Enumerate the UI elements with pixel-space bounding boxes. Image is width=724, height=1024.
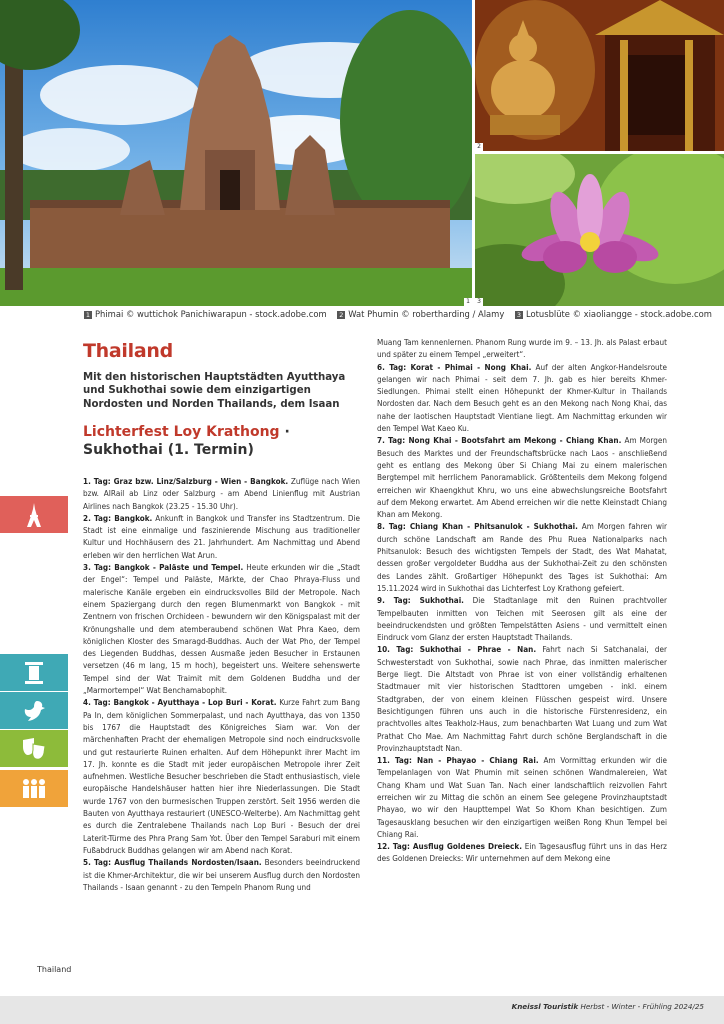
day-heading: 3. Tag: Bangkok - Paläste und Tempel. bbox=[83, 562, 244, 573]
day-heading: 11. Tag: Nan - Phayao - Chiang Rai. bbox=[377, 755, 539, 766]
day-text: Am Morgen Besuch des Marktes und der Freundschaftsbrücke nach Laos - anschließend geht es entlang des Mekong über Si Chiang Mai zu einem malerischen Bergtempel mit herrlichem Panoramablick. Größtenteils dem Mekong folgend erreichen wir Khaengkhut Khru, wo uns eine abwechslungsreiche Bootsfahrt auf dem Mekong erwartet. Am Abend erreichen wir die nette Kleinstadt Chiang Khan am Mekong. bbox=[377, 435, 667, 520]
column-icon bbox=[24, 662, 44, 684]
tour-title-highlight: Lichterfest Loy Krathong bbox=[83, 424, 280, 440]
day-heading: 12. Tag: Ausflug Goldenes Dreieck. bbox=[377, 841, 522, 852]
page-title: Thailand bbox=[83, 340, 173, 362]
buddha-statue-photo bbox=[475, 0, 724, 151]
day-text: Muang Tam kennenlernen. Phanom Rung wurde im 9. – 13. Jh. als Palast erbaut und später zu einem Tempel „erweitert“. bbox=[377, 337, 667, 360]
image-number-1: 1 bbox=[464, 298, 472, 306]
itinerary-right-column bbox=[377, 336, 667, 865]
itinerary-day bbox=[377, 754, 667, 840]
day-heading: 10. Tag: Sukhothai - Phrae - Nan. bbox=[377, 644, 537, 655]
bird-icon bbox=[23, 699, 45, 723]
phimai-temple-photo bbox=[0, 0, 472, 306]
people-icon bbox=[21, 778, 47, 800]
itinerary-day bbox=[83, 512, 360, 561]
itinerary-day bbox=[377, 361, 667, 435]
footer-text: Herbst - Winter - Frühling 2024/25 bbox=[578, 1002, 704, 1011]
caption-number: 1 bbox=[85, 310, 91, 319]
itinerary-day bbox=[83, 475, 360, 512]
caption-text: Phimai © wuttichok Panichiwarapun - stock.adobe.com bbox=[95, 309, 327, 319]
day-text: Kurze Fahrt zum Bang Pa In, dem königlichen Sommerpalast, und nach Ayutthaya, das von 1350 bis 1767 die Hauptstadt des Königreiches Siam war. Von der märchenhaften Pracht der ehemaligen Metropole sind noch eindrucksvolle und gut restaurierte Ruinen erhalten. Auf dem Höhepunkt ihrer Macht im 17. Jh. konnte es die Stadt mit jeder europäischen Metropole ihrer Zeit aufnehmen. Westliche Besucher beschrieben die Stadt enthusiastisch, viele europäische Handelshäuser hatten hier ihre Niederlassungen. Die Stadt wurde 1767 von den burmesischen Truppen zerstört. Seit 1956 werden die Bauten von Ayutthaya restauriert (UNESCO-Welterbe). Am Nachmittag geht es durch die Zentralebene Thailands nach Lop Buri - Besuch der drei Laterit-Türme des Phra Prang Sam Yot. Über den Tempel Saraburi mit einem Fußabdruck Buddhas gelangen wir am Abend nach Korat. bbox=[83, 697, 360, 855]
page-subtitle: Mit den historischen Hauptstädten Ayutthaya und Sukhothai sowie dem einzigartigen Nordosten und Norden Thailands, dem Isaan bbox=[83, 372, 346, 410]
day-text: Die Stadtanlage mit den Ruinen prachtvoller Tempelbauten inmitten von Teichen mit Seerosen gilt als eine der beeindruckendsten und größten Tempelstätten Asiens - und vermittelt einen Eindruck vom Glanz der ersten Hauptstadt Thailands. bbox=[377, 595, 667, 643]
image-number-2: 2 bbox=[475, 143, 483, 151]
day-text: Fahrt nach Si Satchanalai, der Schwesterstadt von Sukhothai, sowie nach Phrae, das inmitten malerischer Berge liegt. Die Altstadt von Phrae ist von einer vollständig erhaltenen Stadtmauer mit vier historischen Stadttoren umgeben - inkl. einem Stadtgraben, der von einem kleinen Flüsschen gespeist wird. Unsere Besichtigungen führen uns auch in die historische Fürstenresidenz, ein prachtvolles altes Teakholz-Haus, zum benachbarten Wat Luang und zum Wat Prathat Cho Mae. Am Nachmittag Fahrt durch schöne Berglandschaft in die Provinzhauptstadt Nan. bbox=[377, 644, 667, 753]
itinerary-day bbox=[83, 696, 360, 856]
caption-number: 3 bbox=[516, 310, 522, 319]
itinerary-day bbox=[377, 434, 667, 520]
side-label: Thailand bbox=[37, 965, 72, 974]
day-text: Ein Tagesausflug führt uns in das Herz des Goldenen Dreiecks: Wir unternehmen auf dem Mekong eine bbox=[377, 841, 668, 864]
caption-2 bbox=[337, 309, 504, 319]
category-tab-theatre[interactable] bbox=[0, 730, 68, 767]
day-heading: 5. Tag: Ausflug Thailands Nordosten/Isaan. bbox=[83, 857, 262, 868]
day-heading: 6. Tag: Korat - Phimai - Nong Khai. bbox=[377, 361, 532, 372]
caption-3 bbox=[515, 309, 712, 319]
category-tab-sightseeing[interactable] bbox=[0, 496, 68, 533]
itinerary-left-column bbox=[83, 475, 360, 893]
day-heading: 1. Tag: Graz bzw. Linz/Salzburg - Wien - Bangkok. bbox=[83, 476, 289, 486]
itinerary-day bbox=[377, 594, 667, 643]
photo-captions bbox=[84, 309, 712, 319]
category-tab-nature[interactable] bbox=[0, 692, 68, 729]
day-text: Besonders beeindruckend ist die Khmer-Architektur, die wir bei unserem Ausflug durch den Nordosten Thailands - Isaan genannt - zu den Tempeln Phanom Rung und bbox=[83, 857, 360, 892]
tour-title bbox=[83, 423, 360, 459]
day-heading: 4. Tag: Bangkok - Ayutthaya - Lop Buri - Korat. bbox=[83, 697, 277, 708]
day-heading: 7. Tag: Nong Khai - Bootsfahrt am Mekong - Chiang Khan. bbox=[377, 435, 622, 446]
category-tab-culture[interactable] bbox=[0, 654, 68, 691]
category-tab-groups[interactable] bbox=[0, 770, 68, 807]
tour-title-separator: · bbox=[279, 424, 290, 440]
day-text: Heute erkunden wir die „Stadt der Engel“: Tempel und Paläste, Märkte, der Chao Phraya-Fluss und malerische Kanäle ergeben ein eindrucksvolles Bild der Metropole. Nach einem Spaziergang durch den regen Blumenmarkt von Bangkok - mit Zentnern von frischen Orchideen - bewundern wir den Königspalast mit der Krönungshalle und dem atemberaubend schönen Wat Phra Kaeo, dem königlichen Kloster des Smaragd-Buddhas. Auch der Wat Pho, der Tempel des Liegenden Buddhas, dessen Ausmaße jeden Besucher in Erstaunen versetzen (46 m lang, 15 m hoch), begeistert uns. Weitere sehenswerte Tempel sind der Wat Traimit mit dem Goldenen Buddha und der „Marmortempel“ Wat Benchamabophit. bbox=[83, 562, 361, 696]
itinerary-day bbox=[377, 643, 667, 754]
itinerary-day bbox=[377, 520, 667, 594]
day-text: Zuflüge nach Wien bzw. AIRail ab Linz oder Salzburg - am Abend Linienflug mit Austrian Airlines nach Bangkok (23.25 - 15.30 Uhr). bbox=[83, 476, 360, 511]
caption-number: 2 bbox=[339, 310, 344, 319]
day-text: Am Morgen fahren wir durch schöne Landschaft am Rande des Phu Ruea Nationalparks nach Phitsanulok: Besuch des wichtigsten Tempels der Stadt, des Wat Mahatat, dessen großer vergoldeter Buddha aus der Sukhothai-Zeit zu den schönsten des Landes zählt. Großartiger Höhepunkt des Tages ist Sukhothai: Am 15.11.2024 wird in Sukhothai das Lichterfest Loy Krathong gefeiert. bbox=[377, 521, 667, 593]
day-text: Ankunft in Bangkok und Transfer ins Stadtzentrum. Die Stadt ist eine einmalige und faszinierende Mischung aus traditioneller Kultur und Hochhäusern des 21. Jahrhundert. Am Nachmittag und Abend erleben wir den herrlichen Wat Arun. bbox=[83, 512, 360, 560]
caption-1 bbox=[84, 309, 327, 319]
tour-title-rest: Sukhothai (1. Termin) bbox=[83, 442, 254, 458]
itinerary-day bbox=[377, 336, 667, 361]
itinerary-day bbox=[83, 856, 360, 893]
day-text: Am Vormittag erkunden wir die Tempelanlagen von Wat Phumin mit seinen schönen Wandmalereien, Wat Chang Kham und Wat Suan Tan. Nach einer landschaftlich reizvollen Fahrt erreichen wir zu Mittag die schön an einem See gelegene Provinzhauptstadt Phayao, wo wir den Haupttempel Wat So Khom Khan besichtigen. Zum Tagesausklang besuchen wir den einzigartigen weißen Rong Khun Tempel bei Chiang Rai. bbox=[377, 755, 667, 839]
day-text: Auf der alten Angkor-Handelsroute gelangen wir nach Phimai - seit dem 7. Jh. gab es hier bereits Khmer-Siedlungen. Phimai stellt einen Höhepunkt der Khmer-Kultur in Thailands Nordosten dar. Nach dem Besuch geht es an den Mekong nach Nong Khai, das nahe der laotischen Hauptstadt Vientiane liegt. Am Nachmittag erkunden wir den Tempel Wat Kaeo Ku. bbox=[377, 361, 667, 434]
footer-brand: Kneissl Touristik bbox=[511, 1002, 579, 1011]
lotus-flower-photo bbox=[475, 154, 724, 306]
footer bbox=[512, 1002, 704, 1011]
eiffel-tower-icon bbox=[24, 503, 44, 527]
itinerary-day bbox=[377, 840, 667, 865]
day-heading: 8. Tag: Chiang Khan - Phitsanulok - Sukhothai. bbox=[377, 521, 578, 532]
caption-text: Lotusblüte © xiaoliangge - stock.adobe.com bbox=[525, 309, 712, 319]
image-number-3: 3 bbox=[475, 298, 483, 306]
day-heading: 2. Tag: Bangkok. bbox=[83, 512, 153, 523]
theatre-masks-icon bbox=[22, 738, 46, 760]
caption-text: Wat Phumin © robertharding / Alamy bbox=[348, 309, 505, 319]
day-heading: 9. Tag: Sukhothai. bbox=[377, 595, 464, 606]
itinerary-day bbox=[83, 561, 360, 696]
